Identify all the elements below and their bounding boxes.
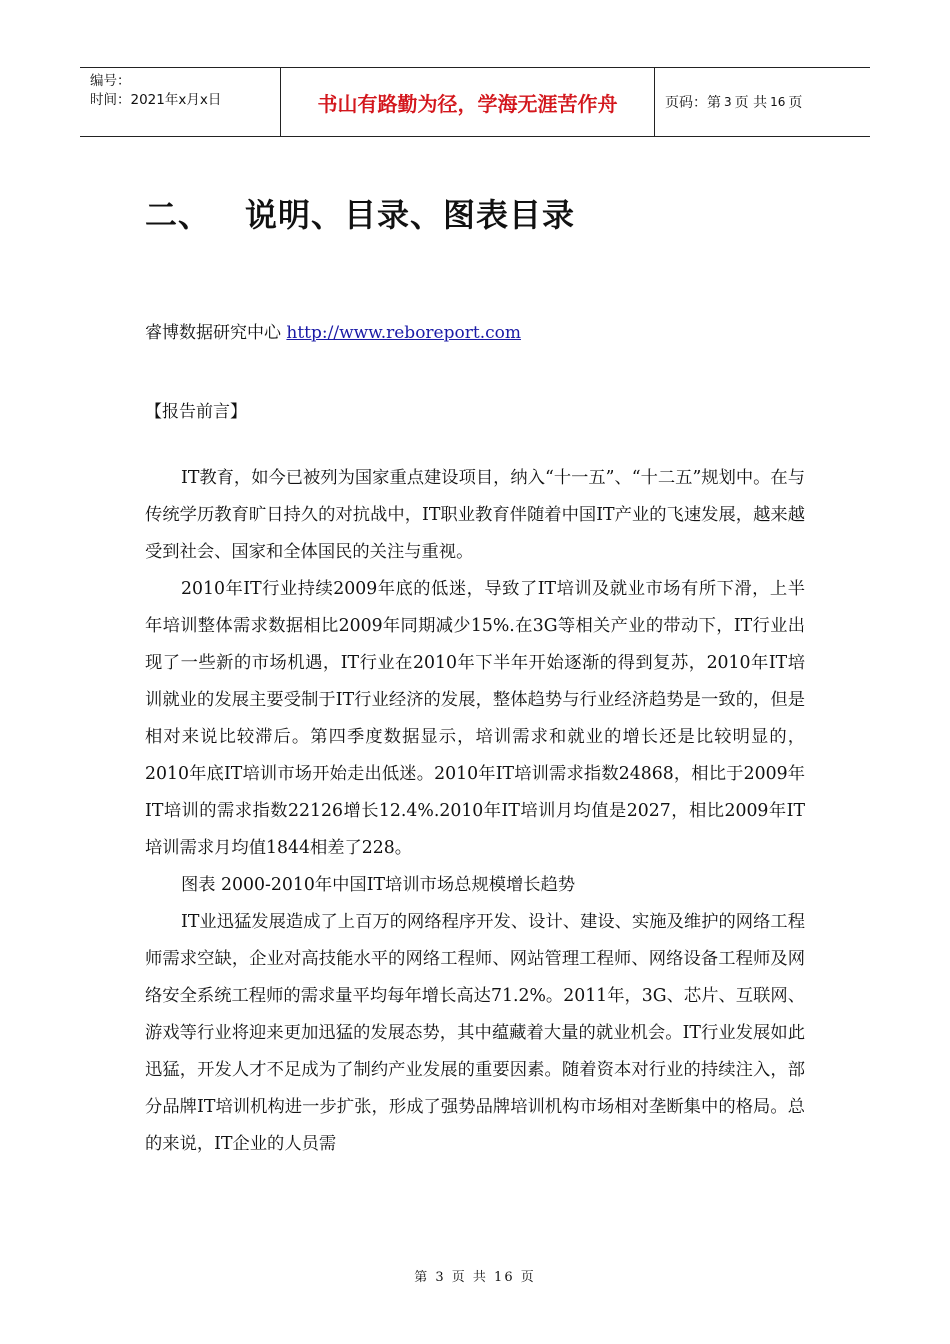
header-motto: 书山有路勤为径，学海无涯苦作舟	[281, 68, 655, 136]
page-current: 3	[724, 95, 732, 109]
page-suffix: 页	[788, 95, 803, 111]
page-prefix: 页码：第	[665, 95, 721, 111]
header-page-info	[655, 68, 870, 136]
figure-caption: 图表 2000-2010年中国IT培训市场总规模增长趋势	[181, 875, 576, 895]
section-title: 说明、目录、图表目录	[245, 196, 576, 234]
page-total: 16	[770, 95, 786, 109]
paragraph: IT业迅猛发展造成了上百万的网络程序开发、设计、建设、实施及维护的网络工程师需求空缺，企业对高技能水平的网络工程师、网站管理工程师、网络设备工程师及网络安全系统工程师的需求量平均每年增长高达71.2%。2011年，3G、芯片、互联网、游戏等行业将迎来更加迅猛的发展态势，其中蕴藏着大量的就业机会。IT行业发展如此迅猛，开发人才不足成为了制约产业发展的重要因素。随着资本对行业的持续注入，部分品牌IT培训机构进一步扩张，形成了强势品牌培训机构市场相对垄断集中的格局。总的来说，IT企业的人员需	[145, 912, 805, 1154]
page-header	[80, 67, 870, 137]
section-number: 二、	[145, 196, 212, 234]
source-org: 睿博数据研究中心	[145, 323, 287, 343]
header-meta	[80, 68, 281, 136]
page-mid: 页 共	[734, 95, 768, 111]
source-line	[145, 318, 521, 343]
paragraph: 2010年IT行业持续2009年底的低迷，导致了IT培训及就业市场有所下滑，上半年培训整体需求数据相比2009年同期减少15%.在3G等相关产业的带动下，IT行业出现了一些新的市场机遇，IT行业在2010年下半年开始逐渐的得到复苏，2010年IT培训就业的发展主要受制于IT行业经济的发展，整体趋势与行业经济趋势是一致的，但是相对来说比较滞后。第四季度数据显示，培训需求和就业的增长还是比较明显的，2010年底IT培训市场开始走出低迷。2010年IT培训需求指数24868，相比于2009年IT培训的需求指数22126增长12.4%.2010年IT培训月均值是2027，相比2009年IT培训需求月均值1844相差了228。	[145, 579, 805, 858]
page-footer: 第 3 页 共 16 页	[414, 1270, 536, 1285]
time-label: 时间：2021年x月x日	[90, 92, 222, 108]
paragraph: IT教育，如今已被列为国家重点建设项目，纳入“十一五”、“十二五”规划中。在与传统学历教育旷日持久的对抗战中，IT职业教育伴随着中国IT产业的飞速发展，越来越受到社会、国家和全体国民的关注与重视。	[145, 468, 805, 562]
section-heading	[145, 190, 575, 236]
foreword-label: 【报告前言】	[145, 402, 247, 422]
source-link[interactable]: http://www.reboreport.com	[286, 323, 521, 343]
code-label: 编号：	[90, 73, 131, 89]
body-text	[145, 460, 805, 1163]
